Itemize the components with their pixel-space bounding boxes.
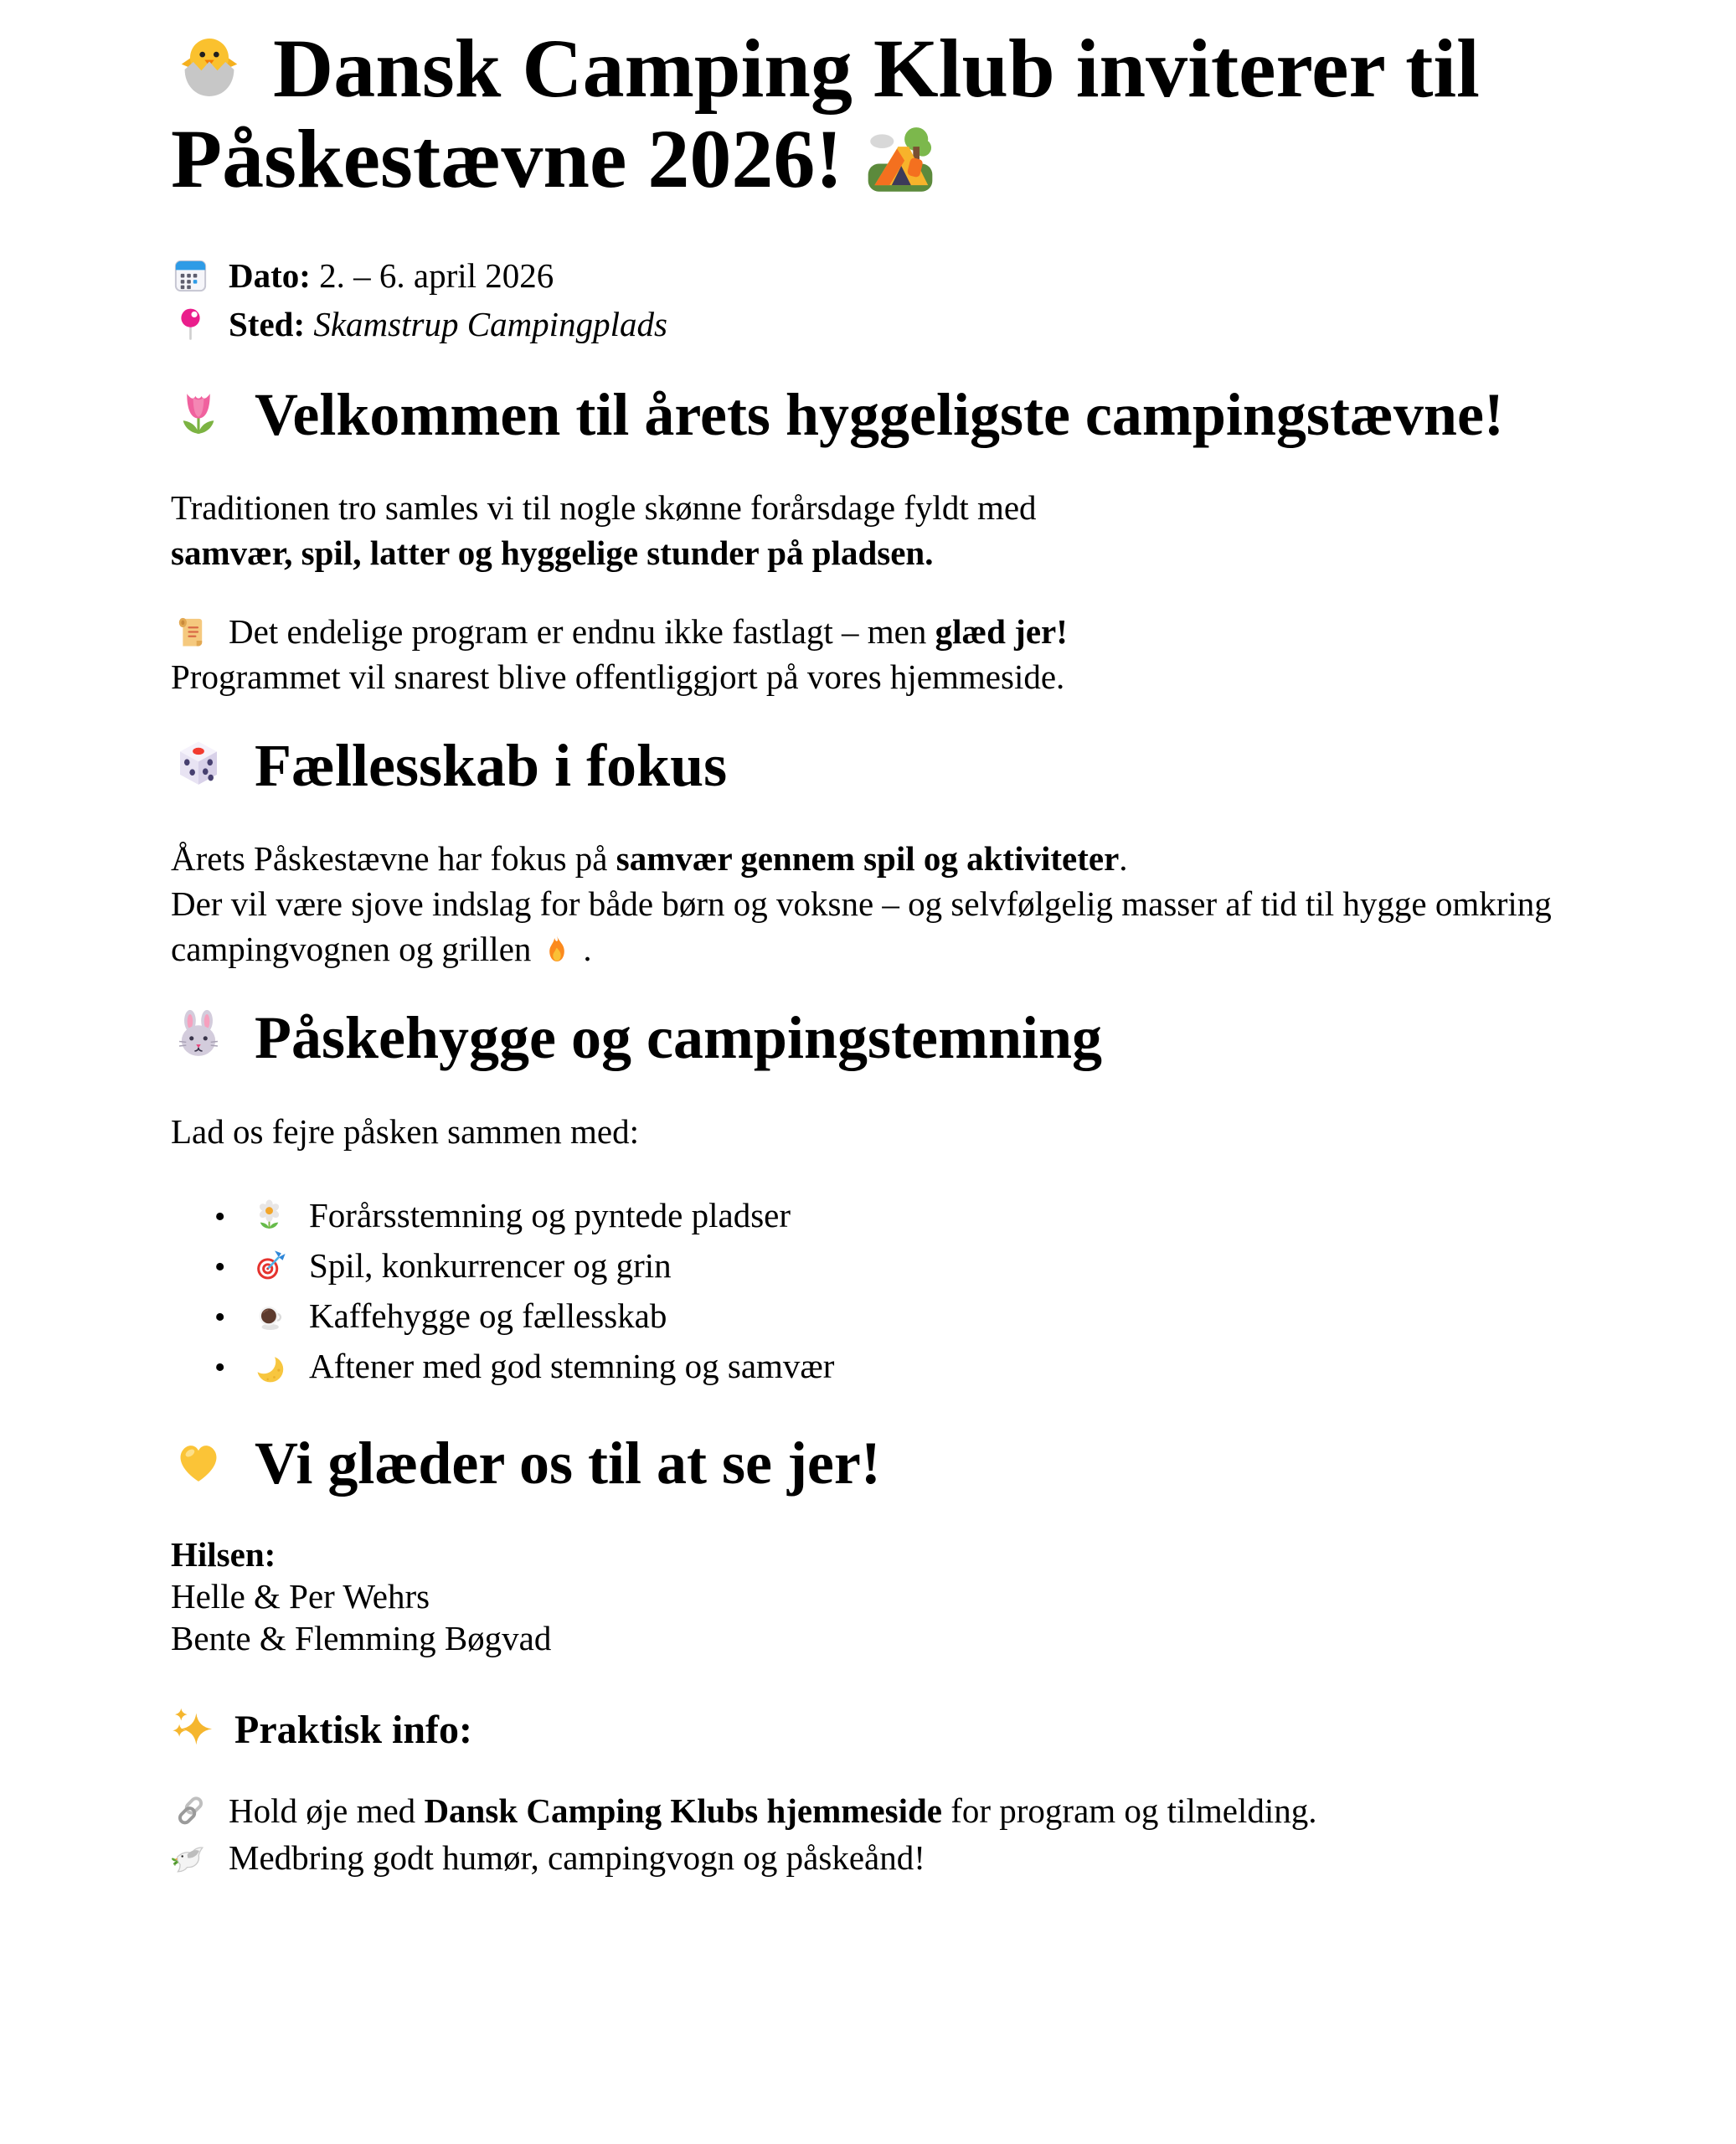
bullet-text: Spil, konkurrencer og grin bbox=[309, 1245, 672, 1285]
scroll-icon bbox=[171, 612, 210, 652]
section-heading-text: Praktisk info: bbox=[234, 1707, 473, 1752]
date-line bbox=[171, 256, 554, 295]
place-label: Sted: bbox=[229, 305, 306, 343]
fellowship-line2-end: . bbox=[583, 930, 592, 969]
event-info bbox=[171, 251, 1577, 348]
blossom-icon bbox=[251, 1198, 287, 1234]
list-item bbox=[214, 1291, 1577, 1342]
calendar-icon bbox=[171, 256, 210, 296]
practical-item1-end: for program og tilmelding. bbox=[941, 1791, 1317, 1831]
tulip-icon bbox=[171, 386, 226, 441]
practical-item-website bbox=[171, 1791, 1316, 1830]
practical-item1-text: Hold øje med bbox=[229, 1791, 425, 1831]
practical-item-bring bbox=[171, 1838, 925, 1877]
bullet-text: Forårsstemning og pyntede pladser bbox=[309, 1195, 791, 1234]
yellow-heart-icon bbox=[171, 1435, 226, 1490]
section-heading-practical bbox=[171, 1706, 1577, 1755]
sparkles-icon bbox=[171, 1706, 214, 1750]
hot-beverage-icon bbox=[251, 1299, 287, 1335]
practical-item1-bold: Dansk Camping Klubs hjemmeside bbox=[424, 1791, 942, 1831]
program-line1-text: Det endelige program er endnu ikke fastlagt – men bbox=[229, 612, 935, 652]
signoff-name: Bente & Flemming Bøgvad bbox=[171, 1618, 552, 1657]
rabbit-face-icon bbox=[171, 1009, 226, 1064]
page-title bbox=[171, 23, 1577, 204]
place-value: Skamstrup Campingplads bbox=[313, 305, 667, 343]
welcome-paragraph bbox=[171, 485, 1577, 575]
link-icon bbox=[171, 1791, 210, 1831]
camping-icon bbox=[862, 123, 939, 200]
program-line2: Programmet vil snarest blive offentliggjort på vores hjemmeside. bbox=[171, 657, 1065, 697]
bullet-text: Aftener med god stemning og samvær bbox=[309, 1346, 835, 1385]
easter-intro: Lad os fejre påsken sammen med: bbox=[171, 1111, 640, 1151]
bullet-text: Kaffehygge og fællesskab bbox=[309, 1296, 667, 1335]
section-heading-closing bbox=[171, 1430, 1577, 1497]
date-label: Dato: bbox=[229, 256, 311, 295]
section-heading-easter bbox=[171, 1005, 1577, 1071]
signoff-label: Hilsen: bbox=[171, 1534, 276, 1574]
bullet-dot: • bbox=[214, 1198, 226, 1234]
hatching-chick-icon bbox=[171, 31, 248, 108]
fellowship-line1-end: . bbox=[1119, 839, 1128, 879]
list-item bbox=[214, 1191, 1577, 1241]
fellowship-paragraph bbox=[171, 836, 1577, 972]
place-line bbox=[171, 305, 667, 343]
section-heading-text: Påskehygge og campingstemning bbox=[255, 1004, 1103, 1072]
signoff-name: Helle & Per Wehrs bbox=[171, 1576, 430, 1616]
section-heading-fellowship bbox=[171, 733, 1577, 799]
bullet-dot: • bbox=[214, 1299, 226, 1335]
welcome-line1: Traditionen tro samles vi til nogle skønne forårsdage fyldt med bbox=[171, 488, 1037, 528]
fire-icon bbox=[539, 932, 574, 967]
program-paragraph bbox=[171, 609, 1577, 699]
crescent-moon-icon bbox=[251, 1349, 287, 1385]
section-heading-text: Fællesskab i fokus bbox=[255, 732, 728, 800]
section-heading-text: Vi glæder os til at se jer! bbox=[255, 1429, 881, 1497]
section-heading-text: Velkommen til årets hyggeligste campingstævne! bbox=[255, 381, 1504, 448]
bullet-dot: • bbox=[214, 1249, 226, 1285]
easter-bullet-list bbox=[171, 1191, 1577, 1392]
signoff-block bbox=[171, 1533, 1577, 1659]
round-pushpin-icon bbox=[171, 305, 210, 344]
list-item bbox=[214, 1342, 1577, 1392]
page-title-text: Dansk Camping Klub inviterer til Påskestævne 2026! bbox=[171, 22, 1480, 205]
game-die-icon bbox=[171, 737, 226, 792]
program-line1-bold: glæd jer! bbox=[935, 612, 1068, 652]
date-value: 2. – 6. april 2026 bbox=[319, 256, 554, 295]
list-item bbox=[214, 1241, 1577, 1291]
practical-list bbox=[171, 1787, 1577, 1881]
dart-target-icon bbox=[251, 1249, 287, 1285]
welcome-line2: samvær, spil, latter og hyggelige stunder på pladsen. bbox=[171, 533, 934, 573]
dove-icon bbox=[171, 1838, 210, 1878]
section-heading-welcome bbox=[171, 382, 1577, 448]
fellowship-line1-text: Årets Påskestævne har fokus på bbox=[171, 839, 616, 879]
fellowship-line2-text: Der vil være sjove indslag for både børn og voksne – og selvfølgelig masser af tid til hygge omkring campingvognen og grillen bbox=[171, 884, 1552, 969]
fellowship-line1-bold: samvær gennem spil og aktiviteter bbox=[616, 839, 1120, 879]
bullet-dot: • bbox=[214, 1349, 226, 1385]
practical-item2-text: Medbring godt humør, campingvogn og påskeånd! bbox=[229, 1838, 925, 1878]
